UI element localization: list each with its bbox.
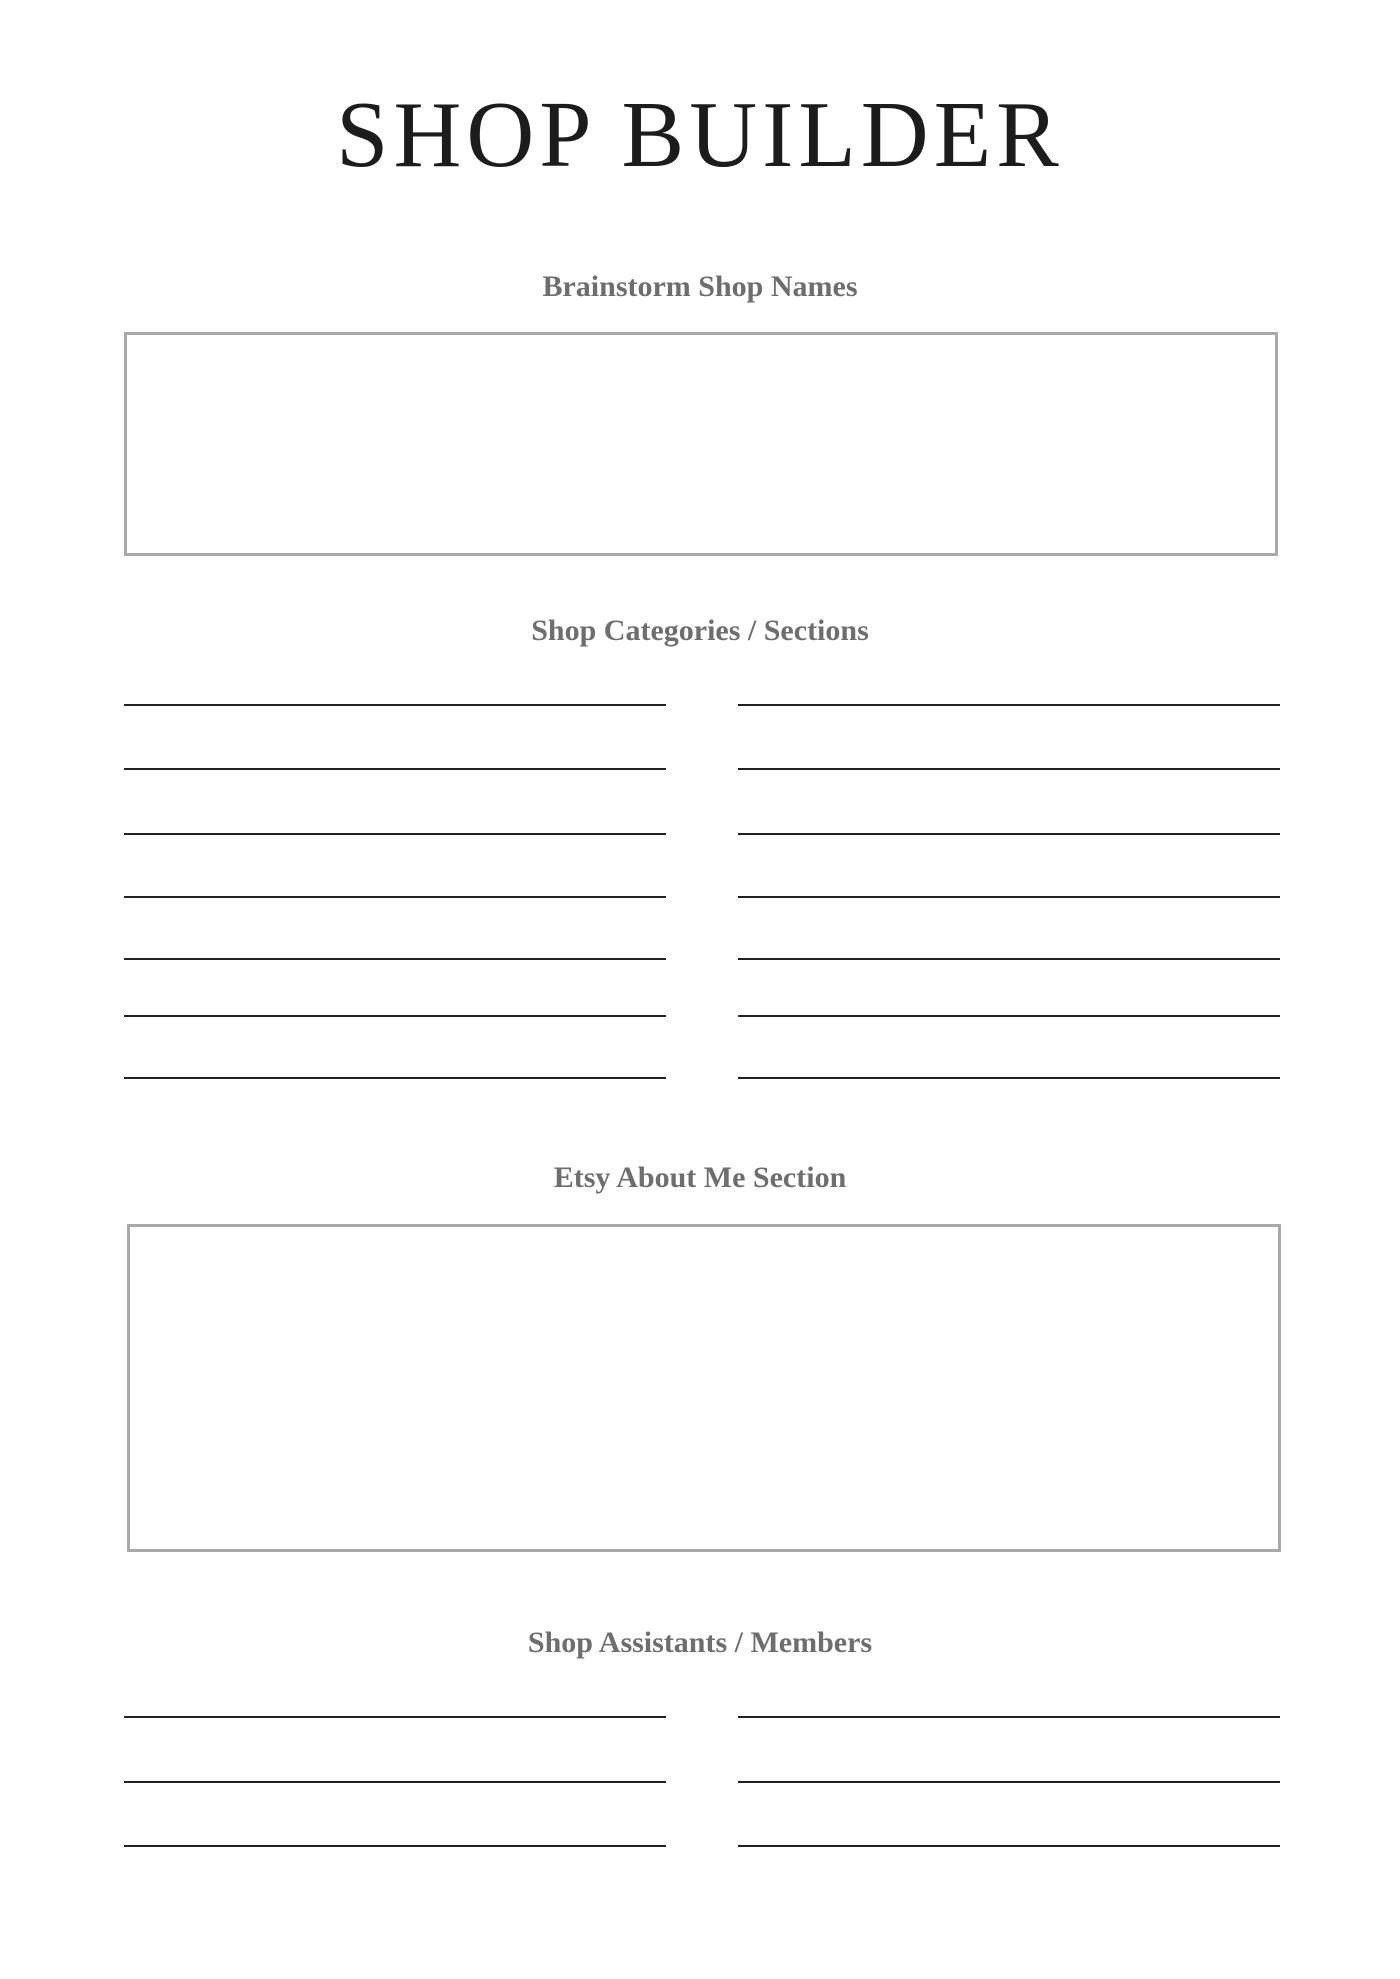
category-line-right-5[interactable] <box>738 958 1280 960</box>
about-heading: Etsy About Me Section <box>553 1161 847 1194</box>
brainstorm-shop-names-box[interactable] <box>124 332 1278 556</box>
category-line-right-7[interactable] <box>738 1077 1280 1079</box>
assistant-line-right-3[interactable] <box>738 1845 1280 1847</box>
category-line-left-3[interactable] <box>124 833 666 835</box>
assistant-line-left-3[interactable] <box>124 1845 666 1847</box>
category-line-left-1[interactable] <box>124 704 666 706</box>
category-line-right-1[interactable] <box>738 704 1280 706</box>
category-line-right-3[interactable] <box>738 833 1280 835</box>
assistants-heading: Shop Assistants / Members <box>527 1626 873 1659</box>
category-line-right-4[interactable] <box>738 896 1280 898</box>
category-line-left-2[interactable] <box>124 768 666 770</box>
assistant-line-right-1[interactable] <box>738 1716 1280 1718</box>
brainstorm-heading: Brainstorm Shop Names <box>542 270 858 303</box>
category-line-right-6[interactable] <box>738 1015 1280 1017</box>
category-line-left-4[interactable] <box>124 896 666 898</box>
category-line-right-2[interactable] <box>738 768 1280 770</box>
assistant-line-right-2[interactable] <box>738 1781 1280 1783</box>
categories-heading: Shop Categories / Sections <box>531 614 869 647</box>
category-line-left-7[interactable] <box>124 1077 666 1079</box>
assistant-line-left-2[interactable] <box>124 1781 666 1783</box>
category-line-left-6[interactable] <box>124 1015 666 1017</box>
page-title: SHOP BUILDER <box>336 83 1064 187</box>
category-line-left-5[interactable] <box>124 958 666 960</box>
assistant-line-left-1[interactable] <box>124 1716 666 1718</box>
etsy-about-me-box[interactable] <box>127 1224 1281 1552</box>
